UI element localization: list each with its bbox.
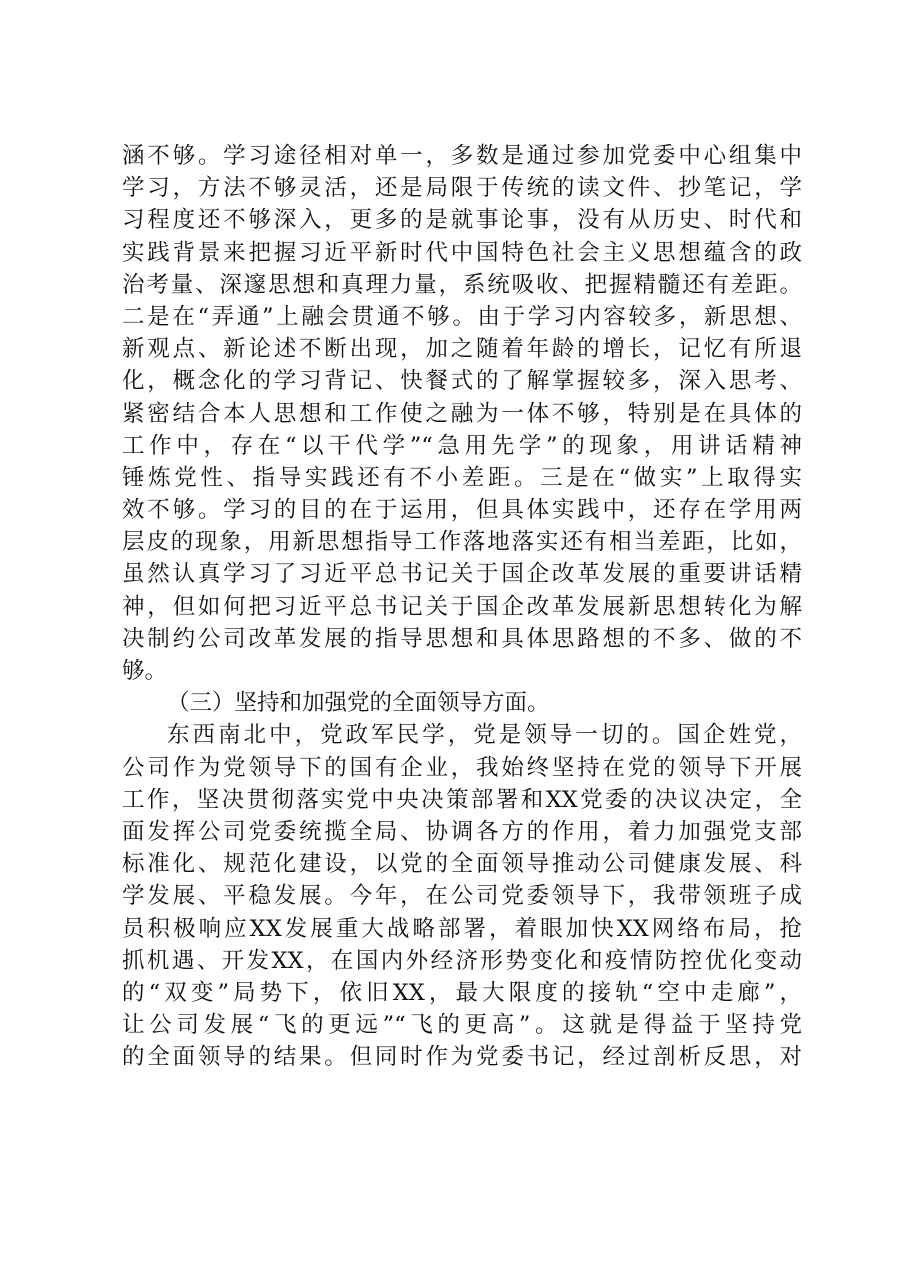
section-heading: （三）坚持和加强党的全面领导方面。 <box>167 690 550 717</box>
text-line: 化，概念化的学习背记、快餐式的了解掌握较多，深入思考、 <box>122 368 802 395</box>
text-line: 的“双变”局势下，依旧XX，最大限度的接轨“空中走廊”， <box>122 979 802 1006</box>
text-line: 面发挥公司党委统揽全局、协调各方的作用，着力加强党支部 <box>122 818 802 845</box>
text-line: 工作中，存在“以干代学”“急用先学”的现象，用讲话精神 <box>122 432 802 459</box>
text-line: 学发展、平稳发展。今年，在公司党委领导下，我带领班子成 <box>122 883 802 910</box>
text-line: 效不够。学习的目的在于运用，但具体实践中，还存在学用两 <box>122 497 802 524</box>
text-line: 习程度还不够深入，更多的是就事论事，没有从历史、时代和 <box>122 207 802 234</box>
text-line: 工作，坚决贯彻落实党中央决策部署和XX党委的决议决定，全 <box>122 786 802 813</box>
paragraph-first-line: 东西南北中，党政军民学，党是领导一切的。国企姓党， <box>167 722 802 749</box>
text-line: 员积极响应XX发展重大战略部署，着眼加快XX网络布局，抢 <box>122 915 802 942</box>
document-body <box>122 140 802 1073</box>
text-line: 虽然认真学习了习近平总书记关于国企改革发展的重要讲话精 <box>122 561 802 588</box>
text-line: 的全面领导的结果。但同时作为党委书记，经过剖析反思，对 <box>122 1044 802 1071</box>
text-line: 让公司发展“飞的更远”“飞的更高”。这就是得益于坚持党 <box>122 1012 802 1039</box>
text-line: 二是在“弄通”上融会贯通不够。由于学习内容较多，新思想、 <box>122 303 802 330</box>
text-line: 神，但如何把习近平总书记关于国企改革发展新思想转化为解 <box>122 593 802 620</box>
paragraph-end-line: 够。 <box>122 658 168 684</box>
text-line: 公司作为党领导下的国有企业，我始终坚持在党的领导下开展 <box>122 754 802 781</box>
text-line: 决制约公司改革发展的指导思想和具体思路想的不多、做的不 <box>122 625 802 652</box>
text-line: 实践背景来把握习近平新时代中国特色社会主义思想蕴含的政 <box>122 239 802 266</box>
text-line: 治考量、深邃思想和真理力量，系统吸收、把握精髓还有差距。 <box>122 271 802 298</box>
text-line: 标准化、规范化建设，以党的全面领导推动公司健康发展、科 <box>122 851 802 878</box>
text-line: 锤炼党性、指导实践还有不小差距。三是在“做实”上取得实 <box>122 464 802 491</box>
text-line: 新观点、新论述不断出现，加之随着年龄的增长，记忆有所退 <box>122 336 802 363</box>
text-line: 层皮的现象，用新思想指导工作落地落实还有相当差距，比如， <box>122 529 802 556</box>
text-line: 涵不够。学习途径相对单一，多数是通过参加党委中心组集中 <box>122 143 802 169</box>
text-line: 紧密结合本人思想和工作使之融为一体不够，特别是在具体的 <box>122 400 802 427</box>
text-line: 学习，方法不够灵活，还是局限于传统的读文件、抄笔记，学 <box>122 175 802 202</box>
text-line: 抓机遇、开发XX，在国内外经济形势变化和疫情防控优化变动 <box>122 947 802 974</box>
